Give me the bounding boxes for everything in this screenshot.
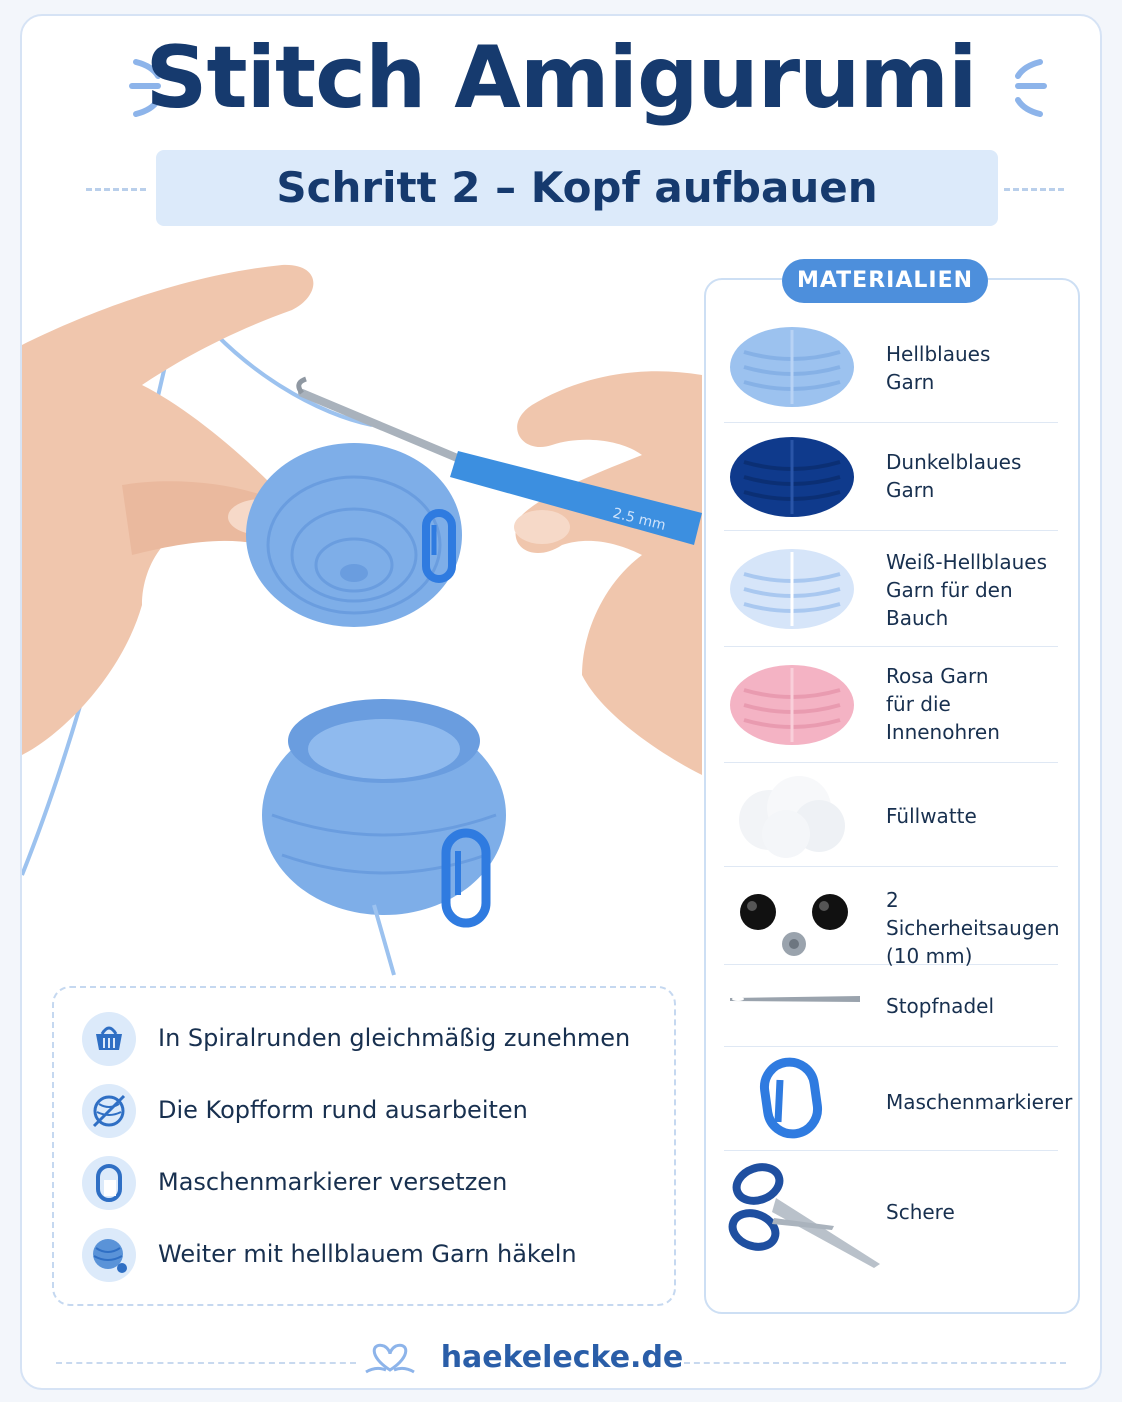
safety-eyes-icon — [724, 872, 860, 962]
white-blue-yarn-icon — [724, 544, 860, 634]
subtitle-divider-right — [1004, 188, 1064, 191]
page-subtitle: Schritt 2 – Kopf aufbauen — [276, 163, 878, 212]
step-text: Maschenmarkierer versetzen — [158, 1168, 508, 1196]
dark-blue-yarn-icon — [724, 432, 860, 522]
material-item-stuffing — [724, 762, 1058, 867]
pink-yarn-icon — [724, 660, 860, 750]
crochet-photo — [22, 255, 702, 995]
material-label: 2 Sicherheitsaugen (10 mm) — [886, 888, 1060, 968]
stuffing-icon — [724, 770, 860, 860]
needle-icon — [724, 984, 864, 1014]
light-blue-yarn-icon — [724, 322, 860, 412]
step-text: Die Kopfform rund ausarbeiten — [158, 1096, 528, 1124]
footer-divider-left — [56, 1362, 356, 1364]
material-label: Schere — [886, 1200, 955, 1224]
yarn-ball-crossed-icon — [82, 1084, 136, 1138]
material-label: Maschenmarkierer — [886, 1090, 1073, 1114]
material-item-needle — [724, 964, 1058, 1047]
material-item-white-blue-yarn — [724, 530, 1058, 647]
material-label: Rosa Garn für die Innenohren — [886, 664, 1000, 744]
right-hand — [514, 371, 702, 775]
material-label: Hellblaues Garn — [886, 342, 991, 394]
heart-icon — [362, 1340, 418, 1376]
stitch-marker-icon — [724, 1052, 860, 1142]
material-item-light-blue-yarn — [724, 312, 1058, 423]
scissors-icon — [724, 1156, 884, 1272]
basket-icon — [82, 1012, 136, 1066]
material-item-safety-eyes — [724, 866, 1060, 968]
material-item-stitch-marker — [724, 1046, 1073, 1151]
material-label: Dunkelblaues Garn — [886, 450, 1022, 502]
material-label: Stopfnadel — [886, 994, 994, 1018]
subtitle-divider-left — [86, 188, 146, 191]
marker-icon — [82, 1156, 136, 1210]
yarn-ball-icon — [82, 1228, 136, 1282]
material-label: Füllwatte — [886, 804, 977, 828]
material-label: Weiß-Hellblaues Garn für den Bauch — [886, 550, 1048, 630]
step-text: Weiter mit hellblauem Garn häkeln — [158, 1240, 577, 1268]
material-item-pink-yarn — [724, 646, 1058, 763]
materials-badge: MATERIALIEN — [782, 259, 988, 303]
footer-divider-right — [684, 1362, 1066, 1364]
page-title: Stitch Amigurumi — [145, 28, 977, 128]
material-item-scissors — [724, 1150, 1058, 1286]
footer-site[interactable]: haekelecke.de — [440, 1340, 684, 1375]
step-text: In Spiralrunden gleichmäßig zunehmen — [158, 1024, 631, 1052]
material-item-dark-blue-yarn — [724, 422, 1058, 531]
svg-text:2.5 mm: 2.5 mm — [611, 505, 668, 534]
